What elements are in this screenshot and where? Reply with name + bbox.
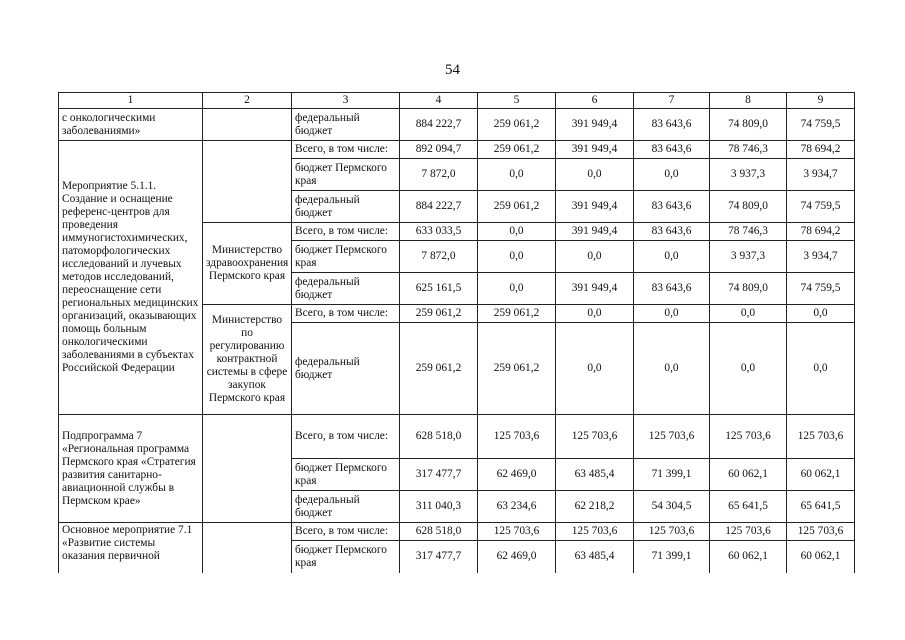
amount-cell: 78 746,3 <box>710 223 787 241</box>
amount-cell: 125 703,6 <box>556 415 634 459</box>
amount-cell: 62 469,0 <box>478 459 556 491</box>
funding-source-cell: бюджет Пермского края <box>292 159 400 191</box>
column-header: 6 <box>556 93 634 109</box>
amount-cell: 60 062,1 <box>710 459 787 491</box>
amount-cell: 259 061,2 <box>478 109 556 141</box>
amount-cell: 3 937,3 <box>710 241 787 273</box>
amount-cell: 0,0 <box>787 305 855 323</box>
budget-table <box>58 92 855 573</box>
amount-cell: 633 033,5 <box>400 223 478 241</box>
amount-cell: 259 061,2 <box>400 305 478 323</box>
amount-cell: 74 759,5 <box>787 109 855 141</box>
amount-cell: 0,0 <box>710 323 787 415</box>
activity-name-cell: Основное мероприятие 7.1 «Развитие системы оказания первичной <box>59 523 203 573</box>
executor-cell: Министерство по регулированию контрактной системы в сфере закупок Пермского края <box>203 305 292 415</box>
amount-cell: 0,0 <box>556 305 634 323</box>
funding-source-cell: бюджет Пермского края <box>292 541 400 573</box>
amount-cell: 0,0 <box>556 241 634 273</box>
amount-cell: 125 703,6 <box>478 415 556 459</box>
funding-source-cell: Всего, в том числе: <box>292 415 400 459</box>
amount-cell: 311 040,3 <box>400 491 478 523</box>
amount-cell: 259 061,2 <box>400 323 478 415</box>
amount-cell: 74 809,0 <box>710 109 787 141</box>
amount-cell: 65 641,5 <box>710 491 787 523</box>
amount-cell: 78 746,3 <box>710 141 787 159</box>
amount-cell: 63 234,6 <box>478 491 556 523</box>
funding-source-cell: бюджет Пермского края <box>292 241 400 273</box>
amount-cell: 125 703,6 <box>787 415 855 459</box>
table-row <box>59 141 855 159</box>
amount-cell: 317 477,7 <box>400 541 478 573</box>
amount-cell: 884 222,7 <box>400 109 478 141</box>
amount-cell: 74 759,5 <box>787 273 855 305</box>
column-header: 1 <box>59 93 203 109</box>
amount-cell: 83 643,6 <box>634 191 710 223</box>
amount-cell: 74 759,5 <box>787 191 855 223</box>
amount-cell: 60 062,1 <box>787 459 855 491</box>
amount-cell: 391 949,4 <box>556 109 634 141</box>
column-header: 5 <box>478 93 556 109</box>
amount-cell: 892 094,7 <box>400 141 478 159</box>
amount-cell: 74 809,0 <box>710 191 787 223</box>
amount-cell: 391 949,4 <box>556 273 634 305</box>
amount-cell: 0,0 <box>556 159 634 191</box>
executor-cell <box>203 415 292 523</box>
amount-cell: 391 949,4 <box>556 191 634 223</box>
amount-cell: 83 643,6 <box>634 141 710 159</box>
funding-source-cell: федеральный бюджет <box>292 109 400 141</box>
amount-cell: 125 703,6 <box>634 523 710 541</box>
amount-cell: 0,0 <box>634 305 710 323</box>
funding-source-cell: федеральный бюджет <box>292 191 400 223</box>
amount-cell: 125 703,6 <box>710 523 787 541</box>
amount-cell: 54 304,5 <box>634 491 710 523</box>
column-header: 9 <box>787 93 855 109</box>
table-row <box>59 109 855 141</box>
amount-cell: 259 061,2 <box>478 305 556 323</box>
funding-source-cell: Всего, в том числе: <box>292 523 400 541</box>
table-body <box>59 109 855 573</box>
funding-source-cell: федеральный бюджет <box>292 491 400 523</box>
amount-cell: 83 643,6 <box>634 273 710 305</box>
amount-cell: 83 643,6 <box>634 223 710 241</box>
amount-cell: 3 934,7 <box>787 241 855 273</box>
amount-cell: 259 061,2 <box>478 141 556 159</box>
amount-cell: 63 485,4 <box>556 541 634 573</box>
amount-cell: 391 949,4 <box>556 141 634 159</box>
amount-cell: 259 061,2 <box>478 323 556 415</box>
amount-cell: 7 872,0 <box>400 159 478 191</box>
amount-cell: 7 872,0 <box>400 241 478 273</box>
funding-source-cell: федеральный бюджет <box>292 323 400 415</box>
page-number: 54 <box>445 62 460 78</box>
amount-cell: 628 518,0 <box>400 523 478 541</box>
amount-cell: 83 643,6 <box>634 109 710 141</box>
amount-cell: 0,0 <box>634 323 710 415</box>
amount-cell: 625 161,5 <box>400 273 478 305</box>
activity-name-cell: Подпрограмма 7 «Региональная программа Пермского края «Стратегия развития санитарно-авиационной службы в Пермском крае» <box>59 415 203 523</box>
column-header: 4 <box>400 93 478 109</box>
amount-cell: 71 399,1 <box>634 459 710 491</box>
amount-cell: 78 694,2 <box>787 141 855 159</box>
amount-cell: 317 477,7 <box>400 459 478 491</box>
amount-cell: 125 703,6 <box>634 415 710 459</box>
amount-cell: 60 062,1 <box>710 541 787 573</box>
amount-cell: 3 937,3 <box>710 159 787 191</box>
executor-cell <box>203 109 292 141</box>
amount-cell: 78 694,2 <box>787 223 855 241</box>
amount-cell: 0,0 <box>556 323 634 415</box>
amount-cell: 884 222,7 <box>400 191 478 223</box>
amount-cell: 0,0 <box>634 241 710 273</box>
amount-cell: 0,0 <box>478 241 556 273</box>
amount-cell: 0,0 <box>710 305 787 323</box>
table-row <box>59 415 855 459</box>
amount-cell: 0,0 <box>787 323 855 415</box>
amount-cell: 63 485,4 <box>556 459 634 491</box>
amount-cell: 391 949,4 <box>556 223 634 241</box>
funding-source-cell: Всего, в том числе: <box>292 305 400 323</box>
table-row <box>59 523 855 541</box>
amount-cell: 71 399,1 <box>634 541 710 573</box>
executor-cell: Министерство здравоохранения Пермского края <box>203 223 292 305</box>
amount-cell: 125 703,6 <box>787 523 855 541</box>
amount-cell: 628 518,0 <box>400 415 478 459</box>
amount-cell: 65 641,5 <box>787 491 855 523</box>
funding-source-cell: Всего, в том числе: <box>292 223 400 241</box>
column-header: 2 <box>203 93 292 109</box>
amount-cell: 0,0 <box>634 159 710 191</box>
funding-source-cell: Всего, в том числе: <box>292 141 400 159</box>
amount-cell: 0,0 <box>478 273 556 305</box>
column-header: 8 <box>710 93 787 109</box>
amount-cell: 259 061,2 <box>478 191 556 223</box>
amount-cell: 62 469,0 <box>478 541 556 573</box>
column-header: 7 <box>634 93 710 109</box>
funding-source-cell: бюджет Пермского края <box>292 459 400 491</box>
column-header: 3 <box>292 93 400 109</box>
executor-cell <box>203 523 292 573</box>
executor-cell <box>203 141 292 223</box>
amount-cell: 62 218,2 <box>556 491 634 523</box>
amount-cell: 3 934,7 <box>787 159 855 191</box>
amount-cell: 60 062,1 <box>787 541 855 573</box>
amount-cell: 125 703,6 <box>710 415 787 459</box>
amount-cell: 0,0 <box>478 159 556 191</box>
column-number-header-row <box>59 93 855 109</box>
funding-source-cell: федеральный бюджет <box>292 273 400 305</box>
activity-name-cell: Мероприятие 5.1.1. Создание и оснащение референс-центров для проведения иммуногистохимических, патоморфологических исследований и лучевых методов исследований, переоснащение сети региональных медицинских организаций, оказывающих помощь больным онкологическими заболеваниями в субъектах Российской Федерации <box>59 141 203 415</box>
amount-cell: 125 703,6 <box>478 523 556 541</box>
amount-cell: 0,0 <box>478 223 556 241</box>
amount-cell: 74 809,0 <box>710 273 787 305</box>
activity-name-cell: с онкологическими заболеваниями» <box>59 109 203 141</box>
amount-cell: 125 703,6 <box>556 523 634 541</box>
